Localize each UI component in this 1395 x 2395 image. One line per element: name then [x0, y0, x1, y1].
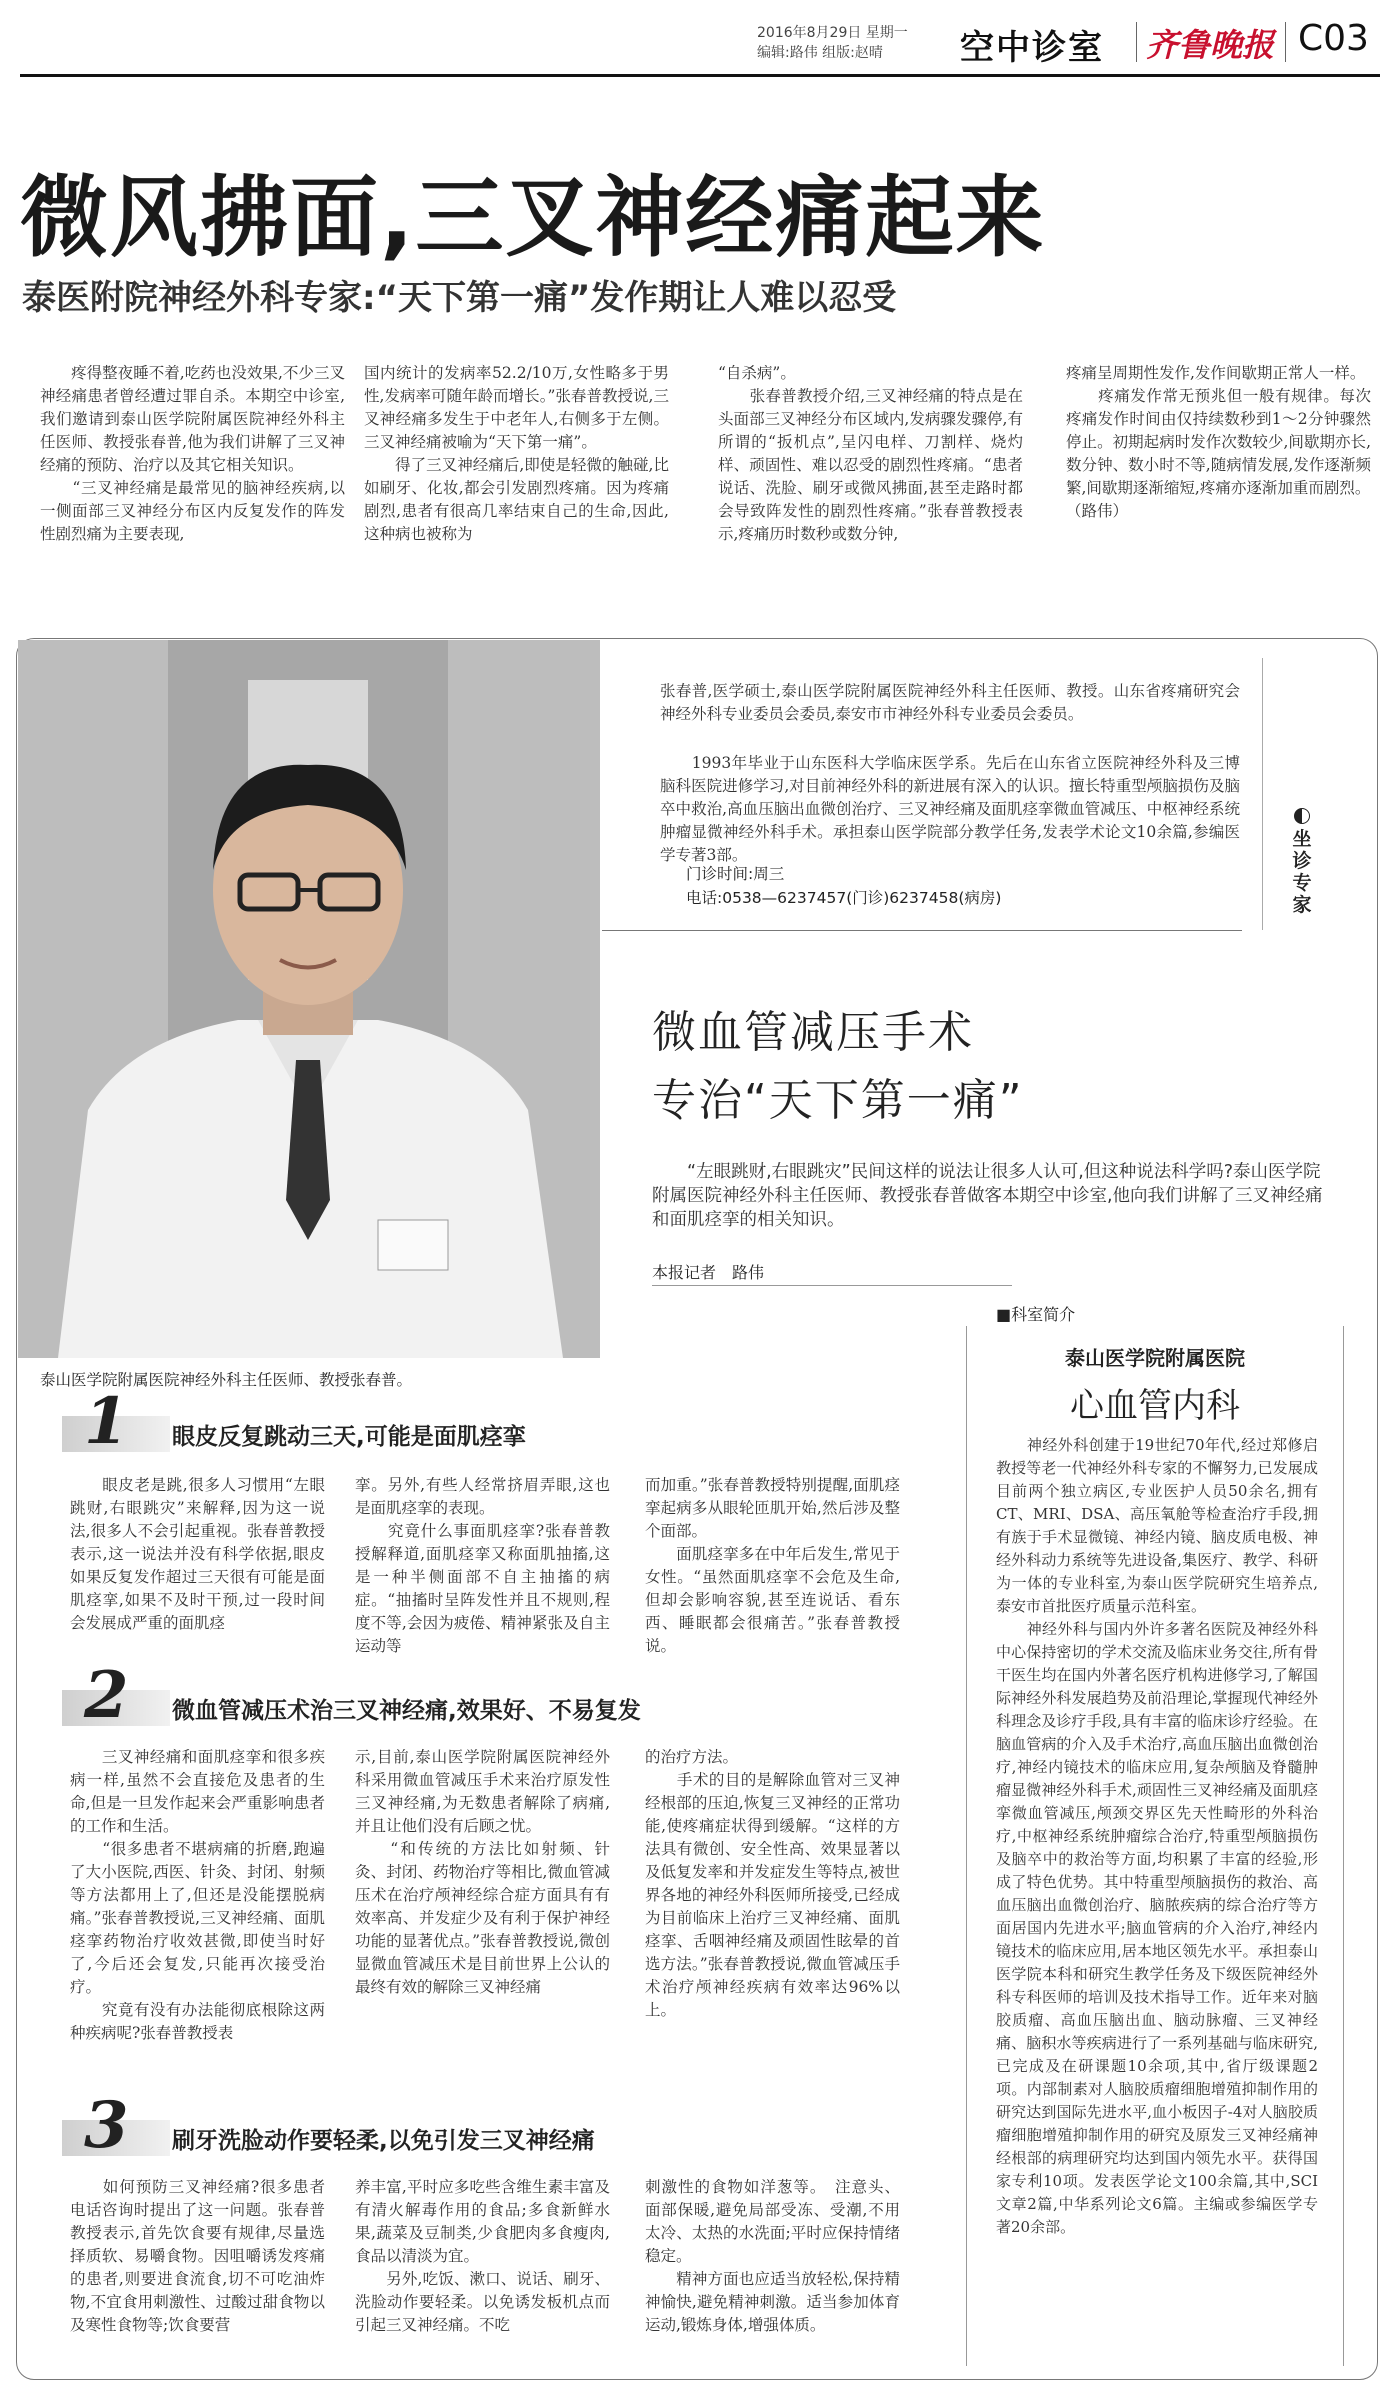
section-1-title: 眼皮反复跳动三天,可能是面肌痉挛 — [172, 1424, 526, 1450]
expert-tag — [1288, 808, 1316, 916]
section-1-col-1: 眼皮老是跳,很多人习惯用“左眼跳财,右眼跳灾”来解释,因为这一说法,很多人不会引起重视。张春普教授表示,这一说法并没有科学依据,眼皮如果反复发作超过三天很有可能是面肌痉挛,如果不及时干预,过一段时间会发展成严重的面肌痉 — [70, 1476, 325, 1632]
feature-title-line-2: 专治“天下第一痛” — [652, 1075, 1024, 1126]
subheadline: 泰医附院神经外科专家:“天下第一痛”发作期让人难以忍受 — [22, 278, 897, 318]
feature-intro: “左眼跳财,右眼跳灾”民间这样的说法让很多人认可,但这种说法科学吗?泰山医学院附属医院神经外科主任医师、教授张春普做客本期空中诊室,他向我们讲解了三叉神经痛和面肌痉挛的相关知识。 — [652, 1162, 1323, 1230]
byline: 本报记者 路伟 — [652, 1263, 765, 1282]
section-name: 空中诊室 — [960, 28, 1104, 68]
page-number: C03 — [1298, 18, 1369, 59]
top-article-col-1: 疼得整夜睡不着,吃药也没效果,不少三叉神经痛患者曾经遭过罪自杀。本期空中诊室,我们邀请到泰山医学院附属医院神经外科主任医师、教授张春普,他为我们讲解了三叉神经痛的预防、治疗以及其它相关知识。 “三叉神经痛是最常见的脑神经疾病,以一侧面部三叉神经分布区内反复发作的阵发性剧烈痛为主要表现, — [40, 364, 345, 543]
doctor-portrait-illustration — [18, 640, 600, 1358]
section-1-col-2: 挛。另外,有些人经常挤眉弄眼,这也是面肌痉挛的表现。 究竟什么事面肌痉挛?张春普教授解释道,面肌痉挛又称面肌抽搐,这是一种半侧面部不自主抽搐的病症。“抽搐时呈阵发性并且不规则,程度不等,会因为疲倦、精神紧张及自主运动等 — [355, 1476, 610, 1655]
section-2-col-2: 示,目前,泰山医学院附属医院神经外科采用微血管减压手术来治疗原发性三叉神经痛,为无数患者解除了病痛,并且让他们没有后顾之忧。 “和传统的方法比如射频、针灸、封闭、药物治疗等相比,微血管减压术在治疗颅神经综合症方面具有有效率高、并发症少及有利于保护神经功能的显著优点。”张春普教授说,微创显微血管减压术是目前世界上公认的最终有效的解除三叉神经痛 — [355, 1748, 610, 1996]
bio-rule — [602, 930, 1242, 931]
editor-credits: 编辑:路伟 组版:赵晴 — [757, 45, 883, 61]
expert-tag-label: 坐诊专家 — [1292, 828, 1312, 916]
section-3-col-1: 如何预防三叉神经痛?很多患者电话咨询时提出了这一问题。张春普教授表示,首先饮食要有规律,尽量选择质软、易嚼食物。因咀嚼诱发疼痛的患者,则要进食流食,切不可吃油炸物,不宜食用刺激性、过酸过甜食物以及寒性食物等;饮食要营 — [70, 2178, 325, 2334]
section-2-col-1: 三叉神经痛和面肌痉挛和很多疾病一样,虽然不会直接危及患者的生命,但是一旦发作起来会严重影响患者的工作和生活。 “很多患者不堪病痛的折磨,跑遍了大小医院,西医、针灸、封闭、射频等方法都用上了,但还是没能摆脱病痛。”张春普教授说,三叉神经痛、面肌痉挛药物治疗收效甚微,即使当时好了,今后还会复发,只能再次接受治疗。 究竟有没有办法能彻底根除这两种疾病呢?张春普教授表 — [70, 1748, 325, 2042]
section-3-col-3: 刺激性的食物如洋葱等。 注意头、面部保暖,避免局部受冻、受潮,不用太冷、太热的水洗面;平时应保持情绪稳定。 精神方面也应适当放轻松,保持精神愉快,避免精神刺激。适当参加体育运动,锻炼身体,增强体质。 — [645, 2178, 900, 2334]
section-2-number: 2 — [84, 1658, 129, 1733]
feature-title-line-1: 微血管减压手术 — [652, 1007, 974, 1058]
clinic-hours: 门诊时间:周三 — [686, 865, 785, 883]
bio-side-rule — [1262, 658, 1263, 930]
sidebar-hospital-name: 泰山医学院附属医院 — [1065, 1346, 1245, 1370]
section-3-col-2: 养丰富,平时应多吃些含维生素丰富及有清火解毒作用的食品;多食新鲜水果,蔬菜及豆制类,少食肥肉多食瘦肉,食品以清淡为宜。 另外,吃饭、漱口、说话、刷牙、洗脸动作要轻柔。以免诱发板机点而引起三叉神经痛。不吃 — [355, 2178, 610, 2334]
top-article-col-2: 国内统计的发病率52.2/10万,女性略多于男性,发病率可随年龄而增长。”张春普教授说,三叉神经痛多发生于中老年人,右侧多于左侧。三叉神经痛被喻为“天下第一痛”。 得了三叉神经痛后,即使是轻微的触碰,比如刷牙、化妆,都会引发剧烈疼痛。因为疼痛剧烈,患者有很高几率结束自己的生命,因此,这种病也被称为 — [364, 364, 669, 543]
headline: 微风拂面,三叉神经痛起来 — [20, 166, 1046, 269]
section-2-col-3: 的治疗方法。 手术的目的是解除血管对三叉神经根部的压迫,恢复三叉神经的正常功能,使疼痛症状得到缓解。“这样的方法具有微创、安全性高、效果显著以及低复发率和并发症发生等特点,被世界各地的神经外科医师所接受,已经成为目前临床上治疗三叉神经痛、面肌痉挛、舌咽神经痛及顽固性眩晕的首选方法。”张春普教授说,微血管减压手术治疗颅神经疾病有效率达96%以上。 — [645, 1748, 900, 2019]
section-1-number: 1 — [84, 1384, 129, 1459]
half-circle-icon — [1294, 808, 1310, 824]
sidebar-department: 心血管内科 — [1070, 1386, 1240, 1426]
masthead-divider — [1136, 22, 1137, 62]
section-3-number: 3 — [84, 2088, 129, 2163]
issue-date: 2016年8月29日 星期一 — [757, 25, 908, 41]
masthead-rule — [20, 74, 1380, 77]
sidebar-body: 神经外科创建于19世纪70年代,经过郑修启教授等老一代神经外科专家的不懈努力,已发展成目前两个独立病区,专业医护人员50余名,拥有CT、MRI、DSA、高压氧舱等检查治疗手段,拥有族于手术显微镜、神经内镜、脑皮质电极、神经外科动力系统等先进设备,集医疗、教学、科研为一体的专业科室,为泰山医学院研究生培养点,泰安市首批医疗质量示范科室。 神经外科与国内外许多著名医院及神经外科中心保持密切的学术交流及临床业务交往,所有骨干医生均在国内外著名医疗机构进修学习,了解国际神经外科发展趋势及前沿理论,掌握现代神经外科理念及诊疗手段,具有丰富的临床诊疗经验。在脑血管病的介入及手术治疗,高血压脑出血微创治疗,神经内镜技术的临床应用,复杂颅脑及脊髓肿瘤显微神经外科手术,顽固性三叉神经痛及面肌痉挛微血管减压,颅颈交界区先天性畸形的外科治疗,中枢神经系统肿瘤综合治疗,特重型颅脑损伤及脑卒中的救治等方面,均积累了丰富的经验,形成了特色优势。其中特重型颅脑损伤的救治、高血压脑出血微创治疗、脑脓疾病的综合治疗等方面居国内先进水平;脑血管病的介入治疗,神经内镜技术的临床应用,居本地区领先水平。承担泰山医学院本科和研究生教学任务及下级医院神经外科专科医师的培训及技术指导工作。近年来对脑胶质瘤、高血压脑出血、脑动脉瘤、三叉神经痛、脑积水等疾病进行了一系列基础与临床研究,已完成及在研课题10余项,其中,省厅级课题2项。内部制素对人脑胶质瘤细胞增殖抑制作用的研究达到国际先进水平,血小板因子-4对人脑胶质瘤细胞增殖抑制作用的研究及原发三叉神经痛神经根部的病理研究均达到国内领先水平。获得国家专利10项。发表医学论文100余篇,其中,SCI文章2篇,中华系列论文6篇。主编或参编医学专著20余部。 — [996, 1436, 1318, 2236]
clinic-phone: 电话:0538—6237457(门诊)6237458(病房) — [686, 889, 1002, 907]
top-article-col-4: 疼痛呈周期性发作,发作间歇期正常人一样。 疼痛发作常无预兆但一般有规律。每次疼痛发作时间由仅持续数秒到1～2分钟骤然停止。初期起病时发作次数较少,间歇期亦长,数分钟、数小时不等,随病情发展,发作逐渐频繁,间歇期逐渐缩短,疼痛亦逐渐加重而剧烈。 （路伟） — [1066, 364, 1371, 520]
paper-logo: 齐鲁晚报 — [1146, 26, 1275, 64]
top-article-col-3: “自杀病”。 张春普教授介绍,三叉神经痛的特点是在头面部三叉神经分布区域内,发病骤发骤停,有所谓的“扳机点”,呈闪电样、刀割样、烧灼样、顽固性、难以忍受的剧烈性疼痛。“患者说话、洗脸、刷牙或微风拂面,甚至走路时都会导致阵发性的剧烈性疼痛。”张春普教授表示,疼痛历时数秒或数分钟, — [718, 364, 1023, 543]
photo-caption: 泰山医学院附属医院神经外科主任医师、教授张春普。 — [40, 1371, 413, 1389]
section-2-title: 微血管减压术治三叉神经痛,效果好、不易复发 — [172, 1698, 641, 1724]
sidebar-label: ■科室简介 — [996, 1305, 1076, 1324]
byline-rule — [652, 1285, 1012, 1286]
section-3-title: 刷牙洗脸动作要轻柔,以免引发三叉神经痛 — [172, 2128, 595, 2154]
masthead-divider-2 — [1285, 22, 1286, 62]
section-1-col-3: 而加重。”张春普教授特别提醒,面肌痉挛起病多从眼轮匝肌开始,然后涉及整个面部。 面肌痉挛多在中年后发生,常见于女性。“虽然面肌痉挛不会危及生命,但却会影响容貌,甚至连说话、看东西、睡眠都会很痛苦。”张春普教授说。 — [645, 1476, 900, 1655]
doctor-photo — [18, 640, 600, 1358]
doctor-experience: 1993年毕业于山东医科大学临床医学系。先后在山东省立医院神经外科及三博脑科医院进修学习,对目前神经外科的新进展有深入的认识。擅长特重型颅脑损伤及脑卒中救治,高血压脑出血微创治疗、三叉神经痛及面肌痉挛微血管减压、中枢神经系统肿瘤显微神经外科手术。承担泰山医学院部分教学任务,发表学术论文10余篇,参编医学专著3部。 — [660, 754, 1240, 862]
doctor-bio: 张春普,医学硕士,泰山医学院附属医院神经外科主任医师、教授。山东省疼痛研究会神经外科专业委员会委员,泰安市市神经外科专业委员会委员。 — [660, 682, 1240, 723]
